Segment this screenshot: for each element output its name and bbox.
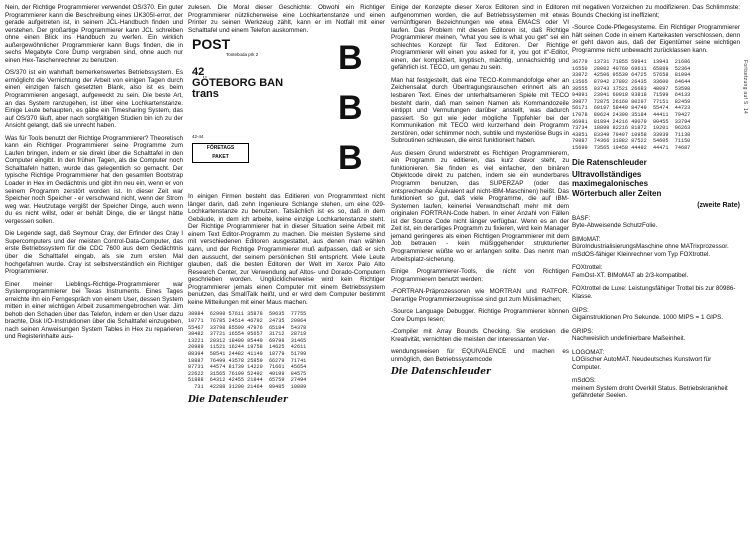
paragraph: Einige Programmierer-Tools, die nicht von Richtigen Programmierern benutzt werden:: [391, 268, 569, 283]
entry-definition: FOXtrottel de Luxe: Leistungsfähiger Trottel bis zur 80986-Klasse.: [572, 285, 736, 301]
paragraph: Nein, der Richtige Programmierer verwendet OS/370. Ein guter Programmierer kann die Beschreibung eines IJK305I-error, der gerade aufgetreten ist, in seinem JCL-Handbuch finden und verstehen. Der großartige Programmierer kann JCL schreiben ohne einen Blick ins Handbuch zu werfen. Ein wirklich außergewöhnlicher Programmierer kann Bugs finden, die in sechs Megabyte Core Dump vergraben sind, ohne auch nur einen Hex-Taschenrechner zu benutzen.: [5, 4, 183, 64]
dictionary-entry: [572, 215, 740, 230]
entry-term: BIMoMAT:: [572, 235, 601, 243]
dictionary-entry: [572, 328, 740, 343]
paragraph: Was für Tools benutzt der Richtige Programmierer? Theoretisch kann ein Richtiger Programmierer seine Programme zum Laufen bringen, indem er sie direkt über die Schalttafel in den Computer eingibt. In den frühen Tagen, als die Computer noch Schalttafeln hatten, wurde das gelegentlich so gemacht. Der typische Richtige Programmierer hat den gesamten Bootstrap Loader in Hex im Gedächtnis und gibt ihn neu ein, wenn er von seinem Programm zerstört worden ist. In dieser Zeit war Speicher noch Speicher - er verschwand nicht, wenn der Strom weg war. Heutzutage vergißt der Speicher Dinge, auch wenn du es nicht willst, oder er behält Dinge, die er längst hätte vergessen sollen.: [5, 134, 183, 225]
paragraph: OS/370 ist ein wahrhaft bemerkenswertes Betriebssystem. Es ermöglicht die Vernichtung der Arbeit von einigen Tagen durch einen einzigen falsch gesetzten Blank, also ist es beim Programmieren angesagt, aufgeweckt zu sein. Die beste Art, an das System ranzugehen, ist über eine Lochkartenstanze. Einige Leute behaupten, es gäbe ein Timesharing System, das auf OS/370 läuft, aber nach sorgfältigen Studien bin ich zu der Ansicht gelangt, daß sie unrecht haben.: [5, 69, 183, 130]
heading-line: Wörterbuch aller Zeiten: [572, 188, 662, 198]
label-stamp-line1: FÖRETAGS: [206, 145, 235, 152]
entry-definition: meinem System droht Overkill Status. Betriebskrankheit gefährdeter Seelen.: [572, 384, 728, 400]
label-code: 42-44: [192, 134, 204, 140]
paragraph: In einigen Firmen besteht das Editieren von Programmtext nicht länger darin, daß zehn Ingenieure Schlange stehen, um eine 029-Lochkartenstanze zu benutzen. Tatsächlich ist es so, daß in dem Gebäude, in dem ich arbeite, keine einzige Lochkartenstanze steht. Der Richtige Programmierer hat in dieser Situation seine Arbeit mit einem Text Editor-Programm zu machen. Die meisten Systeme sind mit verschiedenen Editoren ausgestattet, aus denen man wählen kann, und der Richtige Programmierer muß aufpassen, daß er sich den aussucht, der seinem persönlichen Stil entspricht. Viele Leute glauben, daß die besten Editoren der Welt im Xerox Palo Alto Research Center, zur Verwendung auf Altos- und Dorado-Computern geschrieben worden. Unglücklicherweise wird kein Richtiger Programmierer jemals einen Computer mit einem Betriebssystem benutzen, das SmallTalk heißt, und er wird dem Computer bestimmt keine Mitteilungen mit einer Maus machen.: [188, 193, 385, 306]
heading-line: Ultravollständiges: [572, 169, 642, 179]
entry-definition: LOGischer AutoMAT. Neudeutsches Kunstwort für Computer.: [572, 356, 712, 371]
entry-term: GRIPS:: [572, 327, 594, 335]
label-letter-b: B: [338, 139, 363, 178]
hex-dump: 38984 62998 57611 35878 59635 77755 10771 76785 24514 46792 24735 20964 55467 33798 85599 47976 65184 54378 38482 37721 16554 95657 31712 28719 13221 20312 18400 85449 69798 31465 20989 11521 16244 19758 14625 42611 88394 58541 24482 41149 18779 51799 18887 76499 43578 25859 66279 71741 87731 44574 81739 14220 71661 45654 22622 31565 76199 52492 49199 84575 51888 64312 42455 21844 65759 27494 731 42288 31200 21464 89485 10089: [188, 311, 307, 390]
label-city-line1: GÖTEBORG BAN: [192, 77, 284, 90]
paragraph: -Compiler mit Array Bounds Checking. Sie ersticken die Kreativität, vernichten die meisten der interessanten Ver-: [391, 328, 569, 343]
column-3: [391, 4, 569, 376]
entry-definition: Byte-Abweisende SchutzFolie.: [572, 222, 658, 230]
entry-definition: mSdOS-fähiger Kleinrechner vom Typ FOXtrottel.: [572, 250, 711, 258]
entry-term: mSdOS:: [572, 377, 596, 385]
paragraph: -Source Code-Pflegesysteme. Ein Richtiger Programmierer hält seinen Code in einem Karteikasten verschlossen, denn er geht davon aus, daß der Eigentümer seine wichtigen Programme nicht unbewacht zurücklassen kann.: [572, 24, 740, 54]
entry-term: GIPS:: [572, 306, 589, 314]
footer-logo: Die Datenschleuder: [188, 394, 288, 405]
paragraph: zulesen. Die Moral dieser Geschichte: Obwohl ein Richtiger Programmierer nützlicherweise eine Lochkartenstanze und einen Printer zu seinen Werkzeug zählt, kann er im Notfall mit einer Schalttafel und einem Telefon auskommen.: [188, 4, 385, 34]
paragraph: Einige der Konzepte dieser Xerox Editoren sind in Editoren aufgenommen worden, die auf Betriebssystemen mit etwas vernünftigeren Bezeichnungen wie etwa EMACS oder VI laufen. Das Problem mit diesen Editoren ist, daß Richtige Programmierer meinen, "what you see is what you get" sei ein schlechtes Konzept für Text Editoren. Der Richtige Programmierer will einen you asked for it, you got it"-Editor, einen, der kompliziert, kryptisch, mächtig, unnachsichtig und gefährlich ist. TECO, um genau zu sein.: [391, 4, 569, 72]
section-subtitle: (zweite Rate): [697, 202, 740, 210]
hex-dump: 36779 13731 71855 59941 13943 21686 16550 28082 40760 69611 65889 52364 33872 42506 95539 64725 57658 81094 13565 87942 27892 26435 33600 64644 39555 03743 17521 26683 48097 53598 94891 23941 60918 93818 71599 64133 39877 72875 26160 80297 77151 82459 56171 60197 58449 84749 55474 44723 17078 80624 24390 35184 44411 79427 36981 81894 24216 48079 80455 33794 73734 18898 82216 81872 19201 96263 43851 83349 79497 10958 33939 71138 79887 74366 31882 87522 54605 71150 15699 73565 19458 44492 44471 74687: [572, 59, 691, 151]
side-note: Fortsetzung auf S. 14: [742, 60, 748, 115]
entry-term: BASF:: [572, 214, 591, 222]
dictionary-entry: [572, 349, 740, 372]
entry-definition: Gigainstruktionen Pro Sekunde. 1000 MIPS = 1 GIPS.: [572, 314, 724, 322]
shipping-label-image: [188, 36, 385, 185]
label-post-sub: Tonteboda prk 2: [226, 52, 259, 58]
dictionary-entry: [572, 285, 740, 300]
dictionary-entry: [572, 377, 740, 400]
paragraph: mit negativen Vorzeichen zu modifizieren. Das Schlimmste: Bounds Checking ist ineffizient;: [572, 4, 740, 19]
entry-term: LOGOMAT:: [572, 348, 605, 356]
dictionary-entry: [572, 264, 740, 279]
label-number: 42: [192, 66, 205, 79]
entry-definition: FemOst-XT. BIMoMAT ab 2/3-kompatibel.: [572, 271, 689, 279]
label-city: [192, 67, 283, 100]
paragraph: Man hat festgestellt, daß eine TECO-Kommandofolge eher an Zeichensalat durch Übertragungsrauschen erinnert als an lesbaren Text. Eines der unterhaltsameren Spiele mit TECO besteht darin, daß man seinen Namen als Kommandozeile eintippt und Vermutungen darüber anstellt, was dadurch passiert. So gut wie jeder mögliche Tippfehler bei der Kommunikation mit TECO wird kurzerhand dein Programm zerstören, oder schlimmer noch, subtile und mysteriöse Bugs in Subroutinen schleusen, die einst funktioniert haben.: [391, 76, 569, 145]
section-heading: [572, 170, 740, 199]
label-city-line2: trans: [192, 88, 219, 101]
paragraph: -Source Language Debugger. Richtige Programmierer können Core Dumps lesen;: [391, 308, 569, 323]
paragraph: wendungsweisen für EQUIVALENCE und machen es unmöglich, den Betriebssystemcode: [391, 348, 569, 363]
label-letter-b: B: [338, 89, 363, 128]
label-stamp: [192, 143, 249, 163]
paragraph: Einer meiner Lieblings-Richtige-Programmierer war Systemprogrammierer bei Texas Instruments. Eines Tages erreichte ihn ein Ferngespräch von einem User, dessen System mitten in einer wichtigen Arbeit zusammengebrochen war. Jim behob den Schaden über das Telefon, indem er den User dazu brachte, Disk I/O-Instruktionen über die Schalttafel einzugeben, nach seinen Anweisungen System Tables in Hex zu reparieren und Registerinhalte aus-: [5, 280, 183, 341]
paragraph: -FORTRAN-Präprozessoren wie MORTRAN und RATFOR. Derartige Programmierzeugnisse sind gut zum Müslimachen;: [391, 288, 569, 303]
entry-definition: Nachweislich undefinierbare Maßeinheit.: [572, 335, 686, 343]
column-2: [188, 4, 385, 404]
dictionary-entry: [572, 307, 740, 322]
entry-definition: BüroIndustrialisierungsMaschine ohne MATrixprozessor.: [572, 243, 729, 251]
column-1: [5, 4, 183, 346]
heading-line: maximegalonisches: [572, 179, 649, 189]
label-letter-b: B: [338, 39, 363, 78]
entry-term: FOXtrottel:: [572, 264, 603, 272]
paragraph: Aus diesem Grund widerstrebt es Richtigen Programmierern, ein Programm zu editieren, das kurz davor steht, zu funktionieren. Sie finden es viel einfacher, den binären Objektcode direkt zu patchen, indem sie ein wunderbares Programm benutzen, das SUPERZAP (oder das entsprechende Äquivalent auf nicht-IBM-Maschinen) heißt. Das funktioniert so gut, daß viele Programme, die auf IBM-Systemen laufen, keinerlei Verwandtschaft mehr mit dem originalen FORTRAN-Code haben. In einer Anzahl von Fällen ist der Source Code nicht länger verfügbar. Wenn es an der Zeit ist, ein derartiges Programm zu fixieren, wird kein Manager jemand geringeres als einen Richtigen Programmierer mit dem Job betrauen - kein müßiggehender strukturierter Programmierer wüßte wo er anfangen sollte. Das nennt man Arbeitsplatz-sicherung.: [391, 149, 569, 263]
dictionary-entry: [572, 236, 740, 259]
section-title: Die Ratenschleuder: [572, 157, 647, 167]
column-4: [572, 4, 740, 406]
paragraph: Die Legende sagt, daß Seymour Cray, der Erfinder des Cray I Supercomputers und der meisten Control-Data-Computer, das erste Betriebssystem für die CDC 7600 aus dem Gedächtnis über die Schalttafel eingab, als sie zum ersten Mal hochgefahren wurde. Cray ist selbstverständlich ein Richtiger Programmierer.: [5, 230, 183, 276]
label-stamp-line2: PAKET: [212, 154, 229, 161]
label-post: POST: [192, 36, 231, 53]
footer-logo: Die Datenschleuder: [391, 366, 491, 377]
